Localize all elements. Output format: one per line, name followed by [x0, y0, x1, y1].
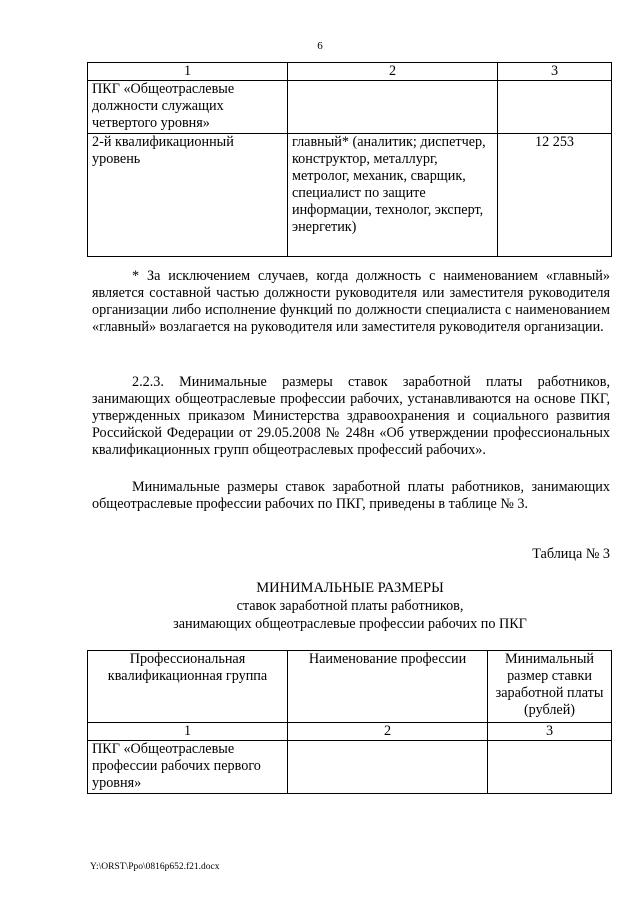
column-number-cell: 1 — [88, 63, 288, 81]
paragraph-minimum-rates: Минимальные размеры ставок заработной платы работников, занимающих общеотраслевые профессии рабочих по ПКГ, приведены в таблице № 3. — [92, 479, 610, 512]
table-row — [88, 81, 612, 134]
table-row — [88, 741, 612, 794]
qualification-group-cell: ПКГ «Общеотраслевые профессии рабочих первого уровня» — [88, 741, 288, 794]
column-number-cell: 2 — [288, 63, 498, 81]
column-header-rate: Минимальный размер ставки заработной платы (рублей) — [488, 651, 612, 723]
positions-cell: главный* (аналитик; диспетчер, конструктор, металлург, метролог, механик, сварщик, специалист по защите информации, технолог, эксперт, энергетик) — [288, 134, 498, 257]
qualification-level-cell: 2-й квалификационный уровень — [88, 134, 288, 257]
column-number-cell: 2 — [288, 723, 488, 741]
table-label: Таблица № 3 — [532, 546, 610, 562]
table-row — [88, 134, 612, 257]
table-subtitle-line-1: ставок заработной платы работников, — [236, 598, 464, 614]
salary-table-continued — [87, 62, 612, 257]
table-header-row — [88, 63, 612, 81]
page-number: 6 — [317, 40, 323, 52]
rate-cell — [488, 741, 612, 794]
column-number-cell: 3 — [498, 63, 612, 81]
salary-cell — [498, 81, 612, 134]
table-title: МИНИМАЛЬНЫЕ РАЗМЕРЫ — [256, 580, 444, 596]
footnote: * За исключением случаев, когда должность с наименованием «главный» является составной частью должности руководителя или заместителя руководителя организации либо исполнение функций по должности специалиста с наименованием «главный» возлагается на руководителя или заместителя руководителя организации. — [92, 268, 610, 335]
worker-rates-table — [87, 650, 612, 794]
qualification-group-cell: ПКГ «Общеотраслевые должности служащих четвертого уровня» — [88, 81, 288, 134]
positions-cell — [288, 81, 498, 134]
column-header-group: Профессиональная квалификационная группа — [88, 651, 288, 723]
table-header-row — [88, 651, 612, 723]
column-number-cell: 3 — [488, 723, 612, 741]
column-number-cell: 1 — [88, 723, 288, 741]
salary-cell: 12 253 — [498, 134, 612, 257]
column-header-profession: Наименование профессии — [288, 651, 488, 723]
file-path-footer: Y:\ORST\Ppo\0816p652.f21.docx — [90, 862, 220, 872]
column-numbers-row — [88, 723, 612, 741]
paragraph-2-2-3: 2.2.3. Минимальные размеры ставок заработной платы работников, занимающих общеотраслевые профессии рабочих, устанавливаются на основе ПКГ, утвержденных приказом Министерства здравоохранения и социального развития Российской Федерации от 29.05.2008 № 248н «Об утверждении профессиональных квалификационных групп общеотраслевых профессий рабочих». — [92, 374, 610, 458]
table-subtitle-line-2: занимающих общеотраслевые профессии рабочих по ПКГ — [173, 616, 527, 632]
profession-cell — [288, 741, 488, 794]
